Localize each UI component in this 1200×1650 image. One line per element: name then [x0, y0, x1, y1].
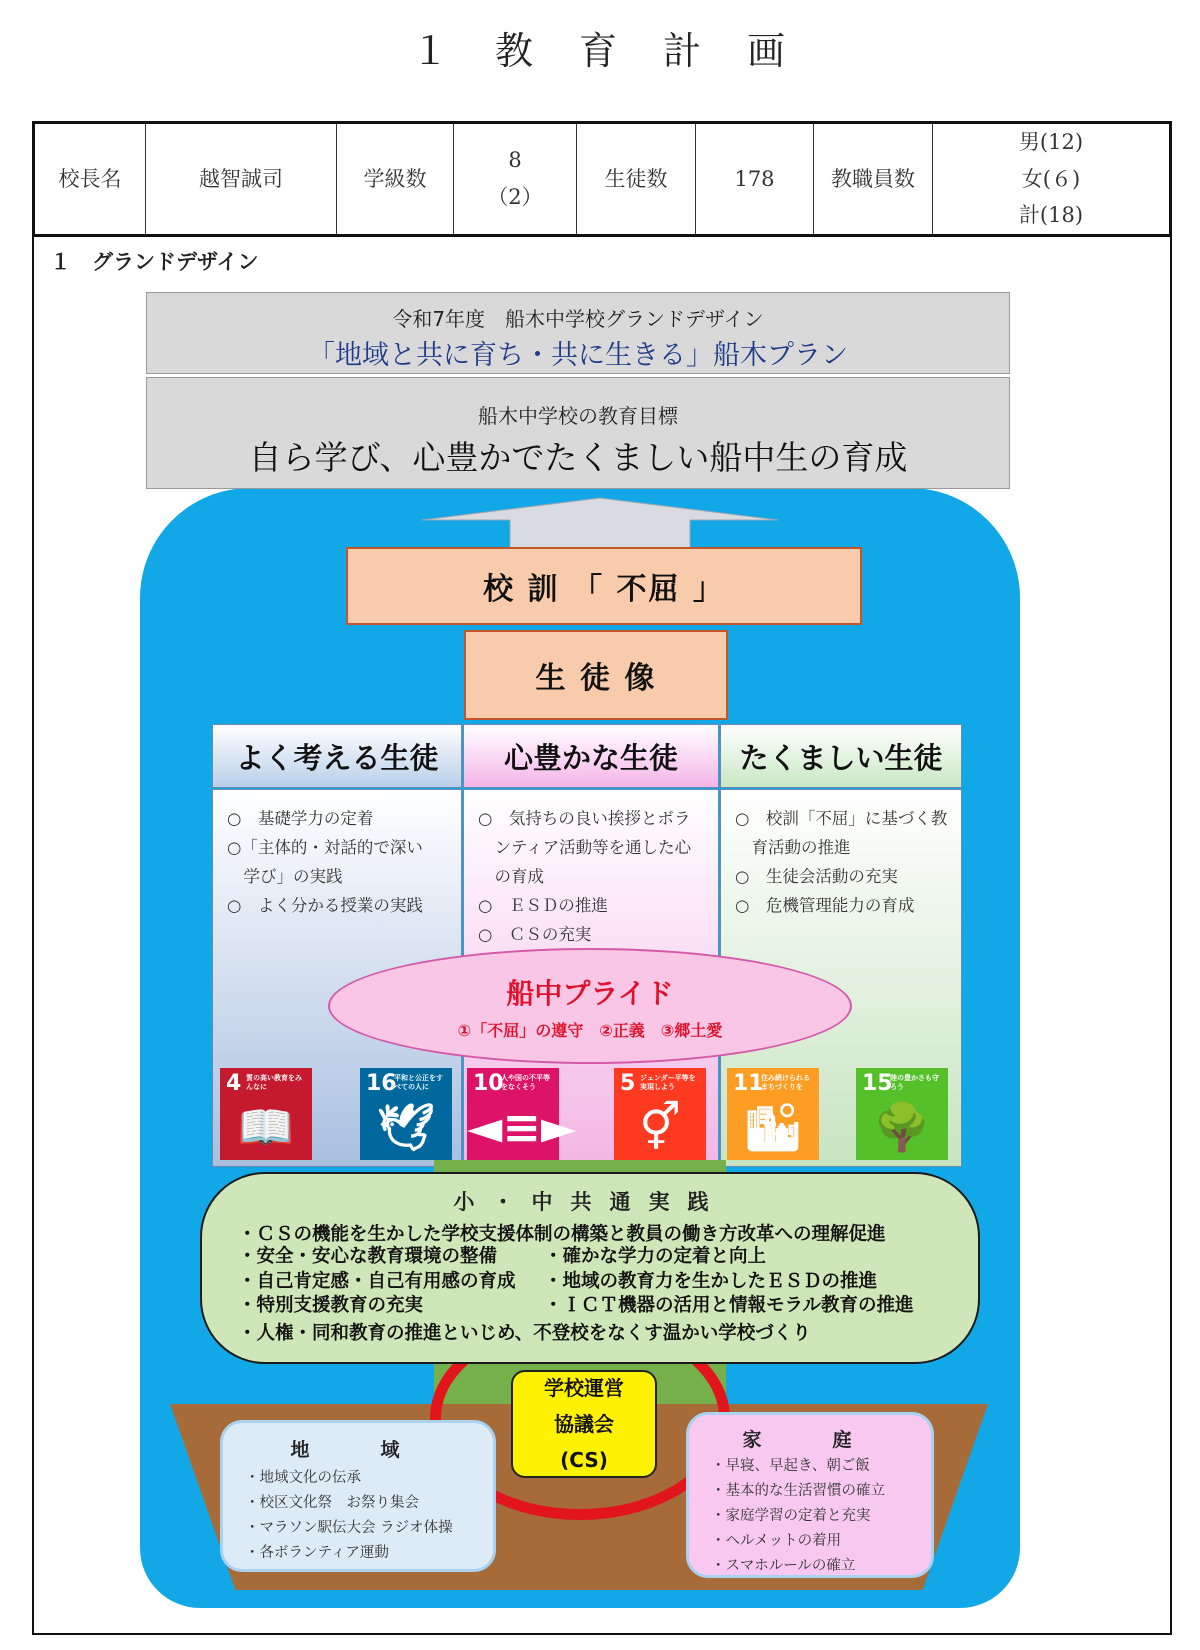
list-item: ○ 生徒会活動の充実 — [735, 867, 898, 886]
staff-counts — [933, 124, 1169, 234]
tree-icon: 🌳 — [873, 1100, 931, 1154]
sdg-label: ジェンダー平等を実現しよう — [640, 1074, 696, 1091]
list-item: ・地域の教育力を生かしたＥＳＤの推進 — [544, 1270, 878, 1292]
education-goal-box — [146, 377, 1010, 489]
list-item: ○ ＥＳＤの推進 — [478, 896, 608, 915]
common-practice-line: ・人権・同和教育の推進といじめ、不登校をなくす温かい学校づくり — [238, 1323, 811, 1344]
principal-name: 越智誠司 — [146, 124, 337, 234]
list-item: ○ 基礎学力の定着 — [227, 809, 374, 828]
home-box — [686, 1412, 934, 1578]
students-label: 生徒数 — [577, 124, 696, 234]
list-item: ・安全・安心な教育環境の整備 — [238, 1246, 498, 1267]
column-title-heart: 心豊かな生徒 — [463, 724, 719, 788]
common-practice-box — [200, 1172, 980, 1364]
document-title: １ 教 育 計 画 — [410, 28, 789, 73]
common-practice-right-list — [544, 1245, 913, 1319]
principal-label: 校長名 — [35, 124, 146, 234]
column-title-thinking: よく考える生徒 — [212, 724, 462, 788]
staff-total: 計(18) — [1018, 203, 1084, 228]
sdg-number: 11 — [733, 1071, 764, 1096]
pride-ellipse — [328, 948, 852, 1064]
home-list — [689, 1452, 931, 1579]
section-heading: １ グランドデザイン — [50, 250, 259, 274]
list-item: ○ よく分かる授業の実践 — [227, 896, 423, 915]
list-item: ○ 危機管理能力の育成 — [735, 896, 915, 915]
community-list — [223, 1462, 493, 1566]
sdg-5-tile — [614, 1068, 706, 1160]
list-item: 学び」の実践 — [227, 867, 343, 886]
goal-text: 自ら学び、心豊かでたくましい船中生の育成 — [248, 438, 908, 477]
common-practice-line: ・ＣＳの機能を生かした学校支援体制の構築と教員の働き方改革への理解促進 — [238, 1224, 886, 1245]
sdg-label: 陸の豊かさも守ろう — [890, 1074, 939, 1091]
list-item: ・基本的な生活習慣の確立 — [711, 1483, 885, 1499]
sdg-16-tile — [360, 1068, 452, 1160]
list-item: ○「主体的・対話的で深い — [227, 838, 423, 857]
sdg-4-tile — [220, 1068, 312, 1160]
sdg-number: 16 — [366, 1071, 397, 1096]
dove-icon: 🕊 — [376, 1100, 436, 1154]
list-item: ・各ボランティア運動 — [245, 1545, 389, 1561]
cs-line: 学校運営 — [544, 1376, 624, 1400]
sdg-15-tile — [856, 1068, 948, 1160]
classes-value — [454, 124, 577, 234]
year-title: 令和7年度 船木中学校グランドデザイン — [392, 307, 764, 331]
list-item: ・スマホルールの確立 — [711, 1558, 856, 1574]
community-box — [220, 1420, 496, 1572]
up-arrow-icon — [420, 496, 780, 548]
classes-count: 8 — [508, 148, 522, 173]
cs-council-box — [511, 1370, 657, 1478]
school-info-table — [32, 121, 1172, 237]
column-title-strong: たくましい生徒 — [720, 724, 962, 788]
equality-arrows-icon: ◄≡► — [467, 1100, 577, 1154]
common-practice-title: 小・中共通実践 — [453, 1190, 727, 1214]
list-item: ○ 校訓「不屈」に基づく教 — [735, 809, 948, 828]
sdg-label: 人や国の不平等をなくそう — [501, 1074, 550, 1091]
list-item: の育成 — [478, 867, 544, 886]
list-item: ・ヘルメットの着用 — [711, 1533, 842, 1549]
city-icon: 🏙 — [743, 1100, 803, 1154]
plan-name: 「地域と共に育ち・共に生きる」船木プラン — [308, 340, 848, 371]
sdg-number: 5 — [620, 1071, 636, 1096]
sdg-number: 15 — [862, 1071, 893, 1096]
list-item: ・早寝、早起き、朝ご飯 — [711, 1458, 870, 1474]
list-item: ・特別支援教育の充実 — [238, 1295, 424, 1316]
pride-subtitle: ①「不屈」の遵守 ②正義 ③郷土愛 — [457, 1020, 723, 1040]
staff-label: 教職員数 — [814, 124, 933, 234]
sdg-11-tile — [727, 1068, 819, 1160]
sdg-label: 住み続けられるまちづくりを — [761, 1074, 810, 1091]
list-item: 育活動の推進 — [735, 838, 851, 857]
sdg-number: 10 — [473, 1071, 504, 1096]
list-item: ・地域文化の伝承 — [245, 1470, 361, 1486]
students-count: 178 — [696, 124, 814, 234]
student-image-heading: 生 徒 像 — [464, 630, 728, 720]
home-title: 家 庭 — [742, 1429, 878, 1451]
community-title: 地 域 — [290, 1439, 426, 1461]
sdg-number: 4 — [226, 1071, 242, 1096]
goal-label: 船木中学校の教育目標 — [478, 404, 678, 428]
list-item: ・自己肯定感・自己有用感の育成 — [238, 1270, 516, 1292]
book-icon: 📖 — [237, 1100, 295, 1154]
sdg-label: 平和と公正をすべての人に — [394, 1074, 443, 1091]
list-item: ・ＩＣＴ機器の活用と情報モラル教育の推進 — [544, 1295, 914, 1316]
list-item: ンティア活動等を通した心 — [478, 838, 692, 857]
list-item: ○ ＣＳの充実 — [478, 925, 592, 944]
list-item: ・確かな学力の定着と向上 — [544, 1246, 767, 1267]
gender-icon: ⚥ — [639, 1100, 681, 1154]
sdg-label: 質の高い教育をみんなに — [246, 1074, 302, 1091]
staff-female: 女(６) — [1021, 166, 1081, 191]
list-item: ・家庭学習の定着と充実 — [711, 1508, 871, 1524]
staff-male: 男(12) — [1018, 129, 1084, 154]
list-item: ・校区文化祭 お祭り集会 — [245, 1495, 419, 1511]
special-classes-count: （2） — [487, 185, 543, 209]
cs-line: 協議会 — [554, 1412, 614, 1436]
cs-line: (CS) — [560, 1448, 608, 1472]
sdg-10-tile — [467, 1068, 577, 1160]
grand-design-header — [146, 292, 1010, 374]
list-item: ・マラソン駅伝大会 ラジオ体操 — [245, 1520, 453, 1536]
list-item: ○ 気持ちの良い挨拶とボラ — [478, 809, 691, 828]
pride-title: 船中プライド — [506, 976, 674, 1010]
school-motto: 校 訓 「 不屈 」 — [346, 547, 862, 625]
classes-label: 学級数 — [337, 124, 454, 234]
common-practice-left-list — [238, 1245, 516, 1319]
